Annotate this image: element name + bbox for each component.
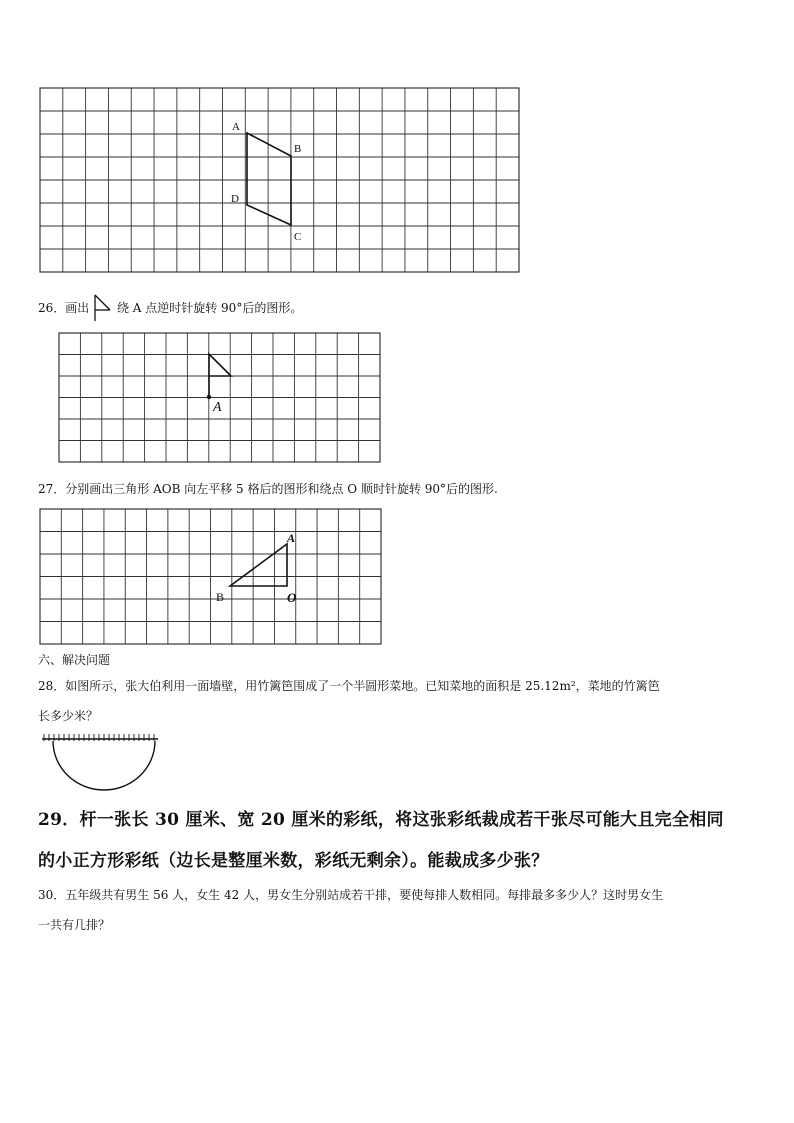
q26-text-after: 绕 A 点逆时针旋转 90°后的图形。 — [116, 301, 303, 315]
q26-prompt — [38, 299, 302, 316]
grid3-label-a: A — [287, 531, 296, 545]
grid1-label-c: C — [294, 231, 302, 243]
q30-line2: 一共有几排？ — [38, 918, 111, 932]
flag-shape-on-grid — [209, 354, 231, 397]
triangle-aob — [230, 544, 287, 586]
q27-prompt: 27．分别画出三角形 AOB 向左平移 5 格后的图形和绕点 O 顺时针旋转 90°后的图形. — [38, 482, 498, 496]
flag-shape-icon — [93, 293, 113, 323]
grid-2 — [0, 330, 794, 470]
grid2-label-a: A — [213, 400, 222, 415]
q26-text-before: 26．画出 — [38, 301, 90, 315]
grid1-label-b: B — [294, 143, 302, 155]
grid-1 — [0, 0, 794, 300]
trapezoid-abcd — [247, 133, 291, 225]
q29-line2: 的小正方形彩纸（边长是整厘米数，彩纸无剩余）。能裁成多少张？ — [38, 851, 549, 871]
point-a-dot — [207, 395, 211, 399]
q28-line2: 长多少米？ — [38, 709, 99, 723]
semicircle-garden-figure — [40, 732, 180, 802]
grid3-label-b: B — [216, 590, 225, 604]
q29-line1 — [38, 805, 724, 830]
q28-line1: 28．如图所示，张大伯利用一面墙壁，用竹篱笆围成了一个半圆形菜地。已知菜地的面积是 25.12m²，菜地的竹篱笆 — [38, 679, 660, 693]
q30-line1: 30．五年级共有男生 56 人，女生 42 人，男女生分别站成若干排，要使每排人数相同。每排最多多少人？这时男女生 — [38, 888, 664, 902]
wall-hatching — [44, 734, 154, 741]
grid1-label-a: A — [232, 121, 240, 133]
grid3-label-o: O — [287, 590, 297, 605]
section-heading: 六、解决问题 — [38, 653, 111, 667]
q29-line1-text: 29．杆一张长 30 厘米、宽 20 厘米的彩纸，将这张彩纸裁成若干张尽可能大且完全相同 — [38, 810, 724, 830]
grid1-label-d: D — [231, 193, 239, 205]
semicircle-fence — [53, 741, 155, 790]
grid-3 — [0, 505, 794, 645]
